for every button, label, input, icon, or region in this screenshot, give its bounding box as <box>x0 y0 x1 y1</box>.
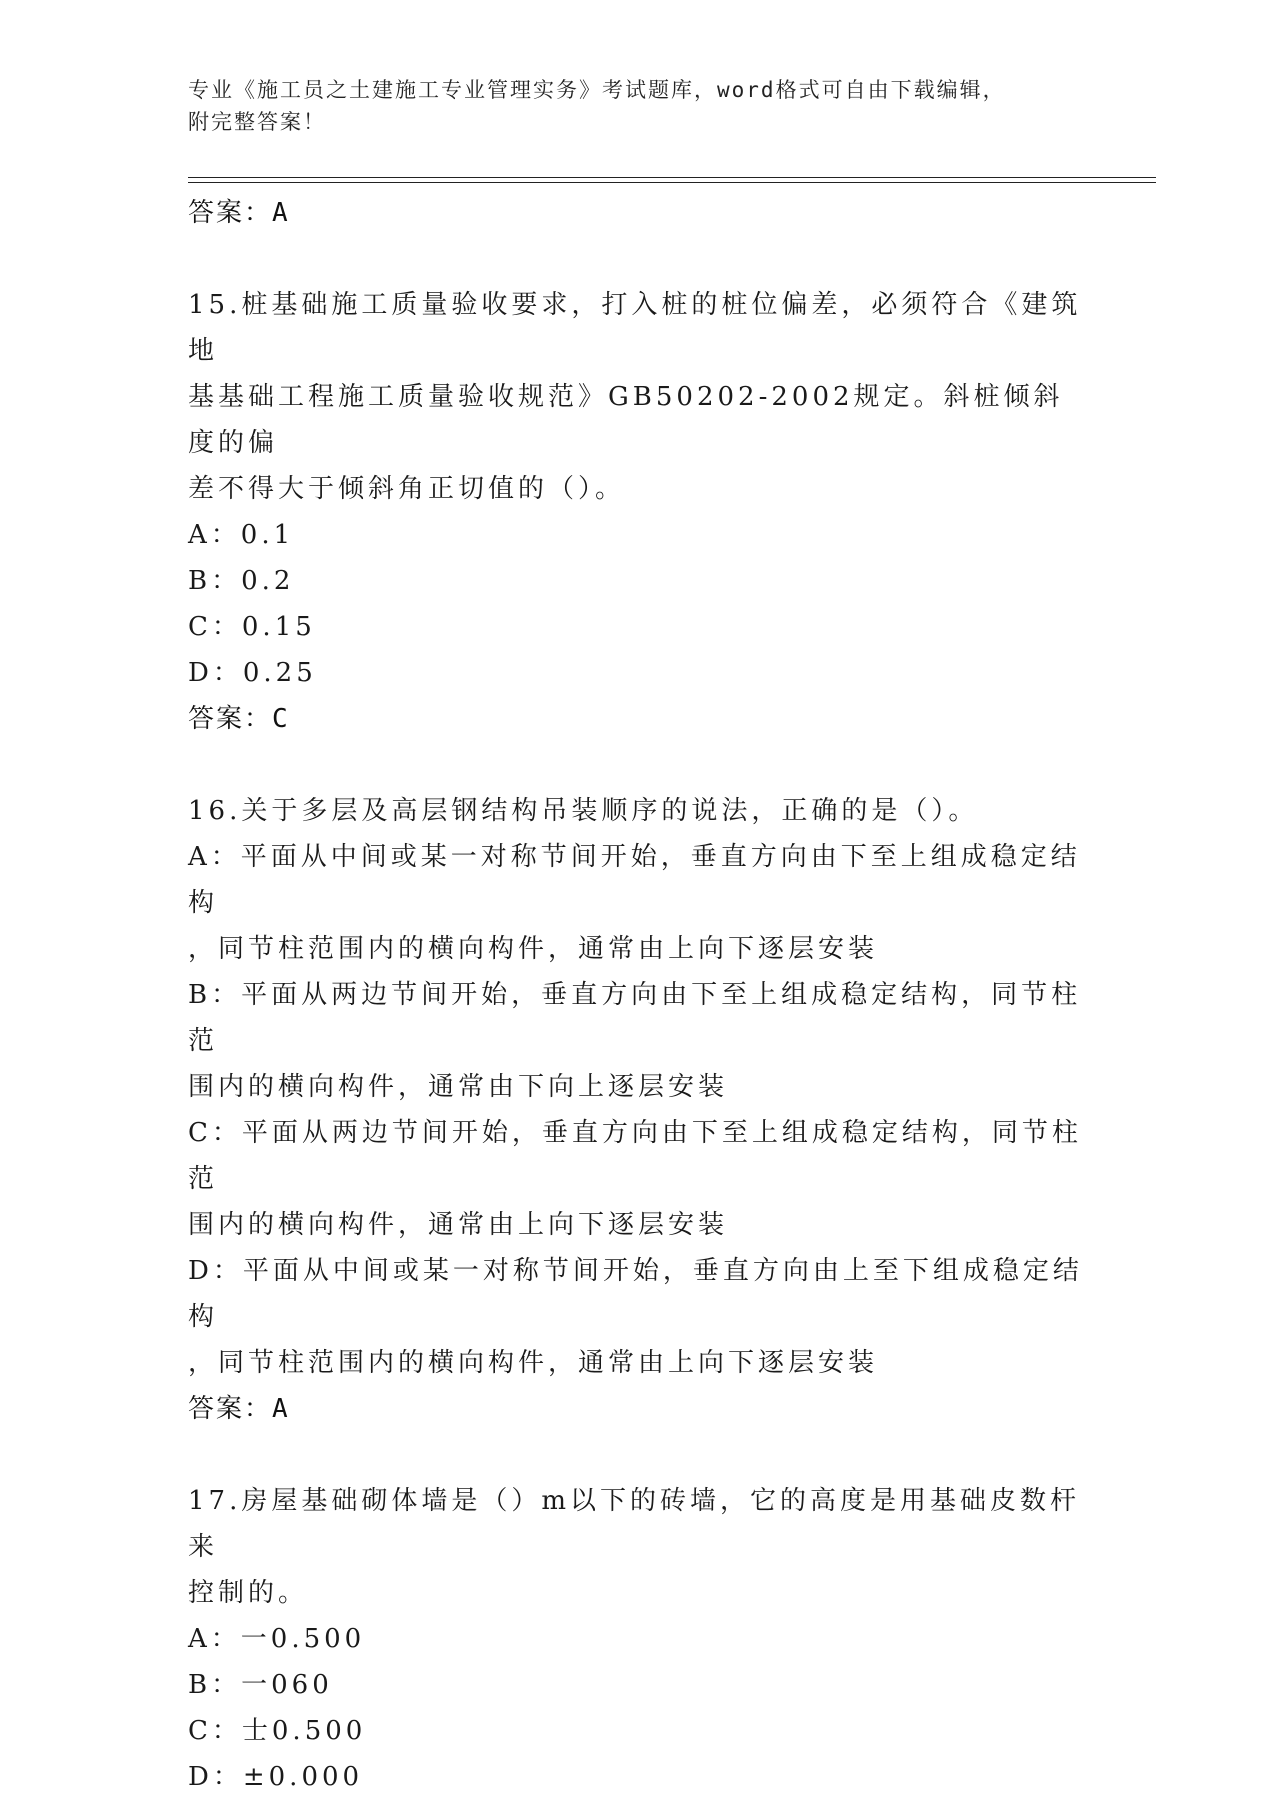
option-c-line-1: C：平面从两边节间开始，垂直方向由下至上组成稳定结构，同节柱范 <box>188 1118 1082 1194</box>
option-d: D：0.25 <box>188 658 317 688</box>
answer-line: 答案：C <box>188 704 290 734</box>
option-c: C：士0.500 <box>188 1716 367 1746</box>
question-stem-line: 基基础工程施工质量验收规范》GB50202-2002规定。斜桩倾斜度的偏 <box>188 382 1064 458</box>
answer-line: 答案：A <box>188 1394 290 1424</box>
option-c: C：0.15 <box>188 612 316 642</box>
option-a: A：一0.500 <box>188 1624 366 1654</box>
question-block <box>188 788 1088 1432</box>
option-b: B：一060 <box>188 1670 333 1700</box>
option-b: B：0.2 <box>188 566 295 596</box>
page-header <box>188 74 1068 138</box>
question-stem-line: 控制的。 <box>188 1578 309 1608</box>
option-a-line-2: ，同节柱范围内的横向构件，通常由上向下逐层安装 <box>188 934 879 964</box>
question-stem-line: 16.关于多层及高层钢结构吊装顺序的说法，正确的是（）。 <box>188 796 979 826</box>
option-a: A：0.1 <box>188 520 295 550</box>
option-d: D：±0.000 <box>188 1762 364 1792</box>
option-c-line-2: 围内的横向构件，通常由上向下逐层安装 <box>188 1210 729 1240</box>
question-stem-line: 17.房屋基础砌体墙是（）m以下的砖墙，它的高度是用基础皮数杆来 <box>188 1486 1081 1562</box>
document-body <box>188 190 1088 1800</box>
option-b-line-2: 围内的横向构件，通常由下向上逐层安装 <box>188 1072 729 1102</box>
question-stem-line: 差不得大于倾斜角正切值的（）。 <box>188 474 626 504</box>
option-b-line-1: B：平面从两边节间开始，垂直方向由下至上组成稳定结构，同节柱范 <box>188 980 1082 1056</box>
header-line-2: 附完整答案！ <box>188 110 326 134</box>
option-d-line-1: D：平面从中间或某一对称节间开始，垂直方向由上至下组成稳定结构 <box>188 1256 1083 1332</box>
question-stem-line: 15.桩基础施工质量验收要求，打入桩的桩位偏差，必须符合《建筑地 <box>188 290 1082 366</box>
header-divider <box>188 177 1156 183</box>
header-line-1: 专业《施工员之土建施工专业管理实务》考试题库，word格式可自由下载编辑， <box>188 78 1006 102</box>
answer-line: 答案：A <box>188 198 290 228</box>
question-block <box>188 282 1088 742</box>
question-block <box>188 1478 1088 1800</box>
option-d-line-2: ，同节柱范围内的横向构件，通常由上向下逐层安装 <box>188 1348 879 1378</box>
option-a-line-1: A：平面从中间或某一对称节间开始，垂直方向由下至上组成稳定结构 <box>188 842 1081 918</box>
